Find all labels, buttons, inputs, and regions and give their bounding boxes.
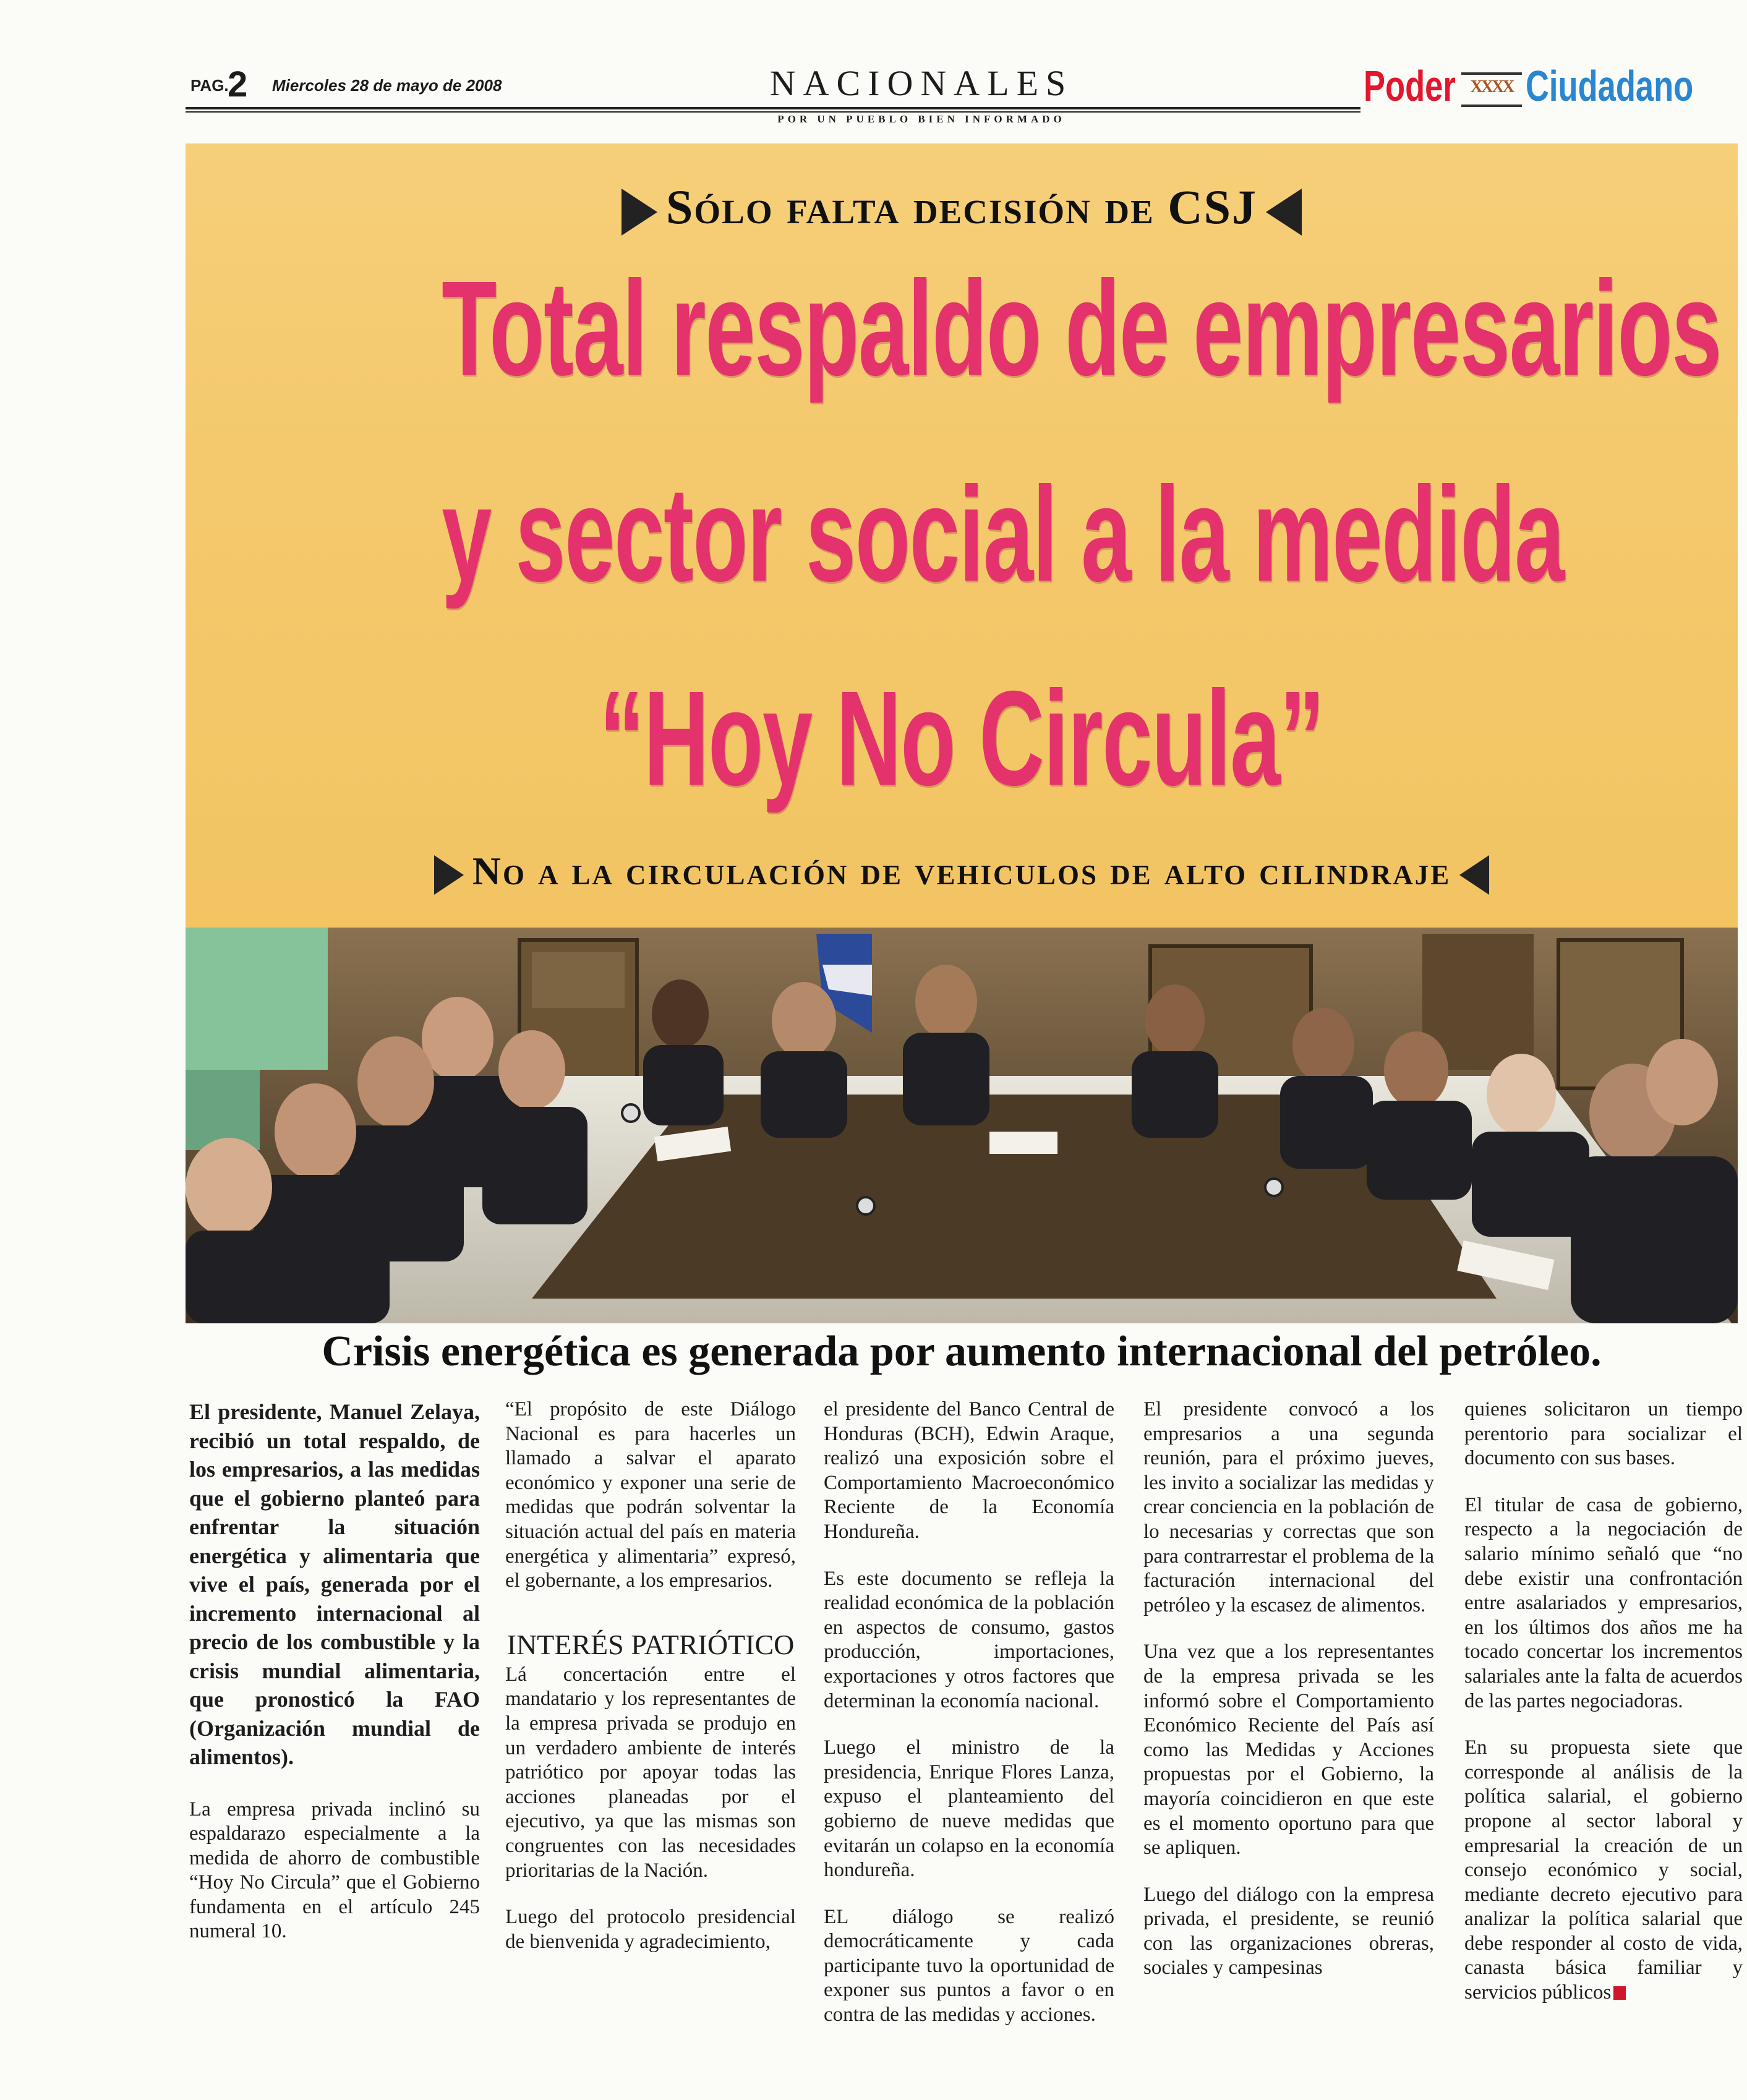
article-paragraph: Lá concertación entre el mandatario y los representantes de la empresa privada se produjo en un verdadero ambiente de interés patriótico por apoyar todas las acciones planeadas por el ejecutivo, ya que las mismas son congruentes con las necesidades prioritarias de la Nación. (505, 1663, 796, 1882)
kicker-bottom (186, 848, 1738, 895)
header-rule-thin (186, 111, 1360, 113)
article-paragraph: EL diálogo se realizó democráticamente y cada participante tuvo la oportunidad de exponer sus puntos a favor o en contra de las medidas y acciones. (824, 1905, 1114, 2026)
arrow-right-icon (434, 855, 464, 895)
article-paragraph: quienes solicitaron un tiempo perentorio para socializar el documento con sus bases. (1464, 1398, 1743, 1470)
article-paragraph: Luego del diálogo con la empresa privada, el presidente, se reunió con las organizaciones obreras, sociales y campesinas (1143, 1883, 1434, 1979)
logo-word-poder: Poder (1364, 62, 1456, 110)
end-of-article-icon (1613, 1986, 1626, 2000)
subheadline: Crisis energética es generada por aumento internacional del petróleo. (322, 1328, 1602, 1375)
article-lead: El presidente, Manuel Zelaya, recibió un total respaldo, de los empresarios, a las medidas que el gobierno planteó para enfrentar la situación energética y alimentaria que vive el país, generada por el incremento internacional al precio de los combustible y la crisis mundial alimentaria, que pronosticó la FAO (Organización mundial de alimentos). (189, 1399, 480, 1769)
article-paragraph: “El propósito de este Diálogo Nacional es para hacerles un llamado a salvar el aparato económico y exponer una serie de medidas que podrán solventar la situación actual del país en materia energética y alimentaria” expresó, el gobernante, a los empresarios. (505, 1398, 796, 1592)
article-paragraph: Una vez que a los representantes de la empresa privada se les informó sobre el Comportamiento Económico Reciente del País así como las Medidas y Acciones propuestas por el Gobierno, la mayoría coincidieron en que este es el momento oportuno para que se apliquen. (1143, 1641, 1434, 1859)
arrow-left-icon (1266, 189, 1302, 236)
article-column-5 (1464, 1398, 1743, 2028)
headline-line-3: “Hoy No Circula” (599, 664, 1324, 814)
headline-line-1: Total respaldo de empresarios (442, 254, 1722, 404)
headline-line-2: y sector social a la medida (442, 459, 1564, 610)
article-column-1 (189, 1398, 480, 1966)
article-paragraph (1464, 1736, 1743, 2005)
article-paragraph: Es este documento se refleja la realidad económica de la población en aspectos de consumo, gastos producción, importaciones, exportaciones y otros factores que determinan la economía nacional. (824, 1567, 1114, 1712)
headline-banner (186, 143, 1738, 928)
page-number: 2 (228, 64, 248, 105)
article-column-2 (505, 1398, 796, 1976)
kicker-top-text: Sólo falta decisión de CSJ (666, 180, 1257, 234)
section-slogan: POR UN PUEBLO BIEN INFORMADO (777, 113, 1066, 125)
article-paragraph: La empresa privada inclinó su espaldarazo especialmente a la medida de ahorro de combustible “Hoy No Circula” que el Gobierno fundamenta en el artículo 245 numeral 10. (189, 1798, 480, 1943)
article-column-4 (1143, 1398, 1434, 2003)
article-column-3 (824, 1398, 1114, 2050)
kicker-top (186, 179, 1738, 236)
newspaper-logo (1364, 61, 1719, 111)
logo-emblem: XXXX (1461, 72, 1522, 107)
meeting-photo-illustration (186, 928, 1738, 1323)
article-paragraph: Luego del protocolo presidencial de bienvenida y agradecimiento, (505, 1906, 796, 1953)
arrow-right-icon (621, 189, 657, 236)
article-interheading: INTERÉS PATRIÓTICO (506, 1628, 795, 1660)
article-final-text: En su propuesta siete que corresponde al análisis de la política salarial, el gobierno propone al sector laboral y empresarial la creación de un consejo económico y social, mediante decreto ejecutivo para analizar la política salarial que debe responder al costo de vida, canasta básica familiar y servicios públicos (1464, 1736, 1743, 2004)
logo-word-ciudadano: Ciudadano (1526, 62, 1694, 110)
article-paragraph: Luego el ministro de la presidencia, Enrique Flores Lanza, expuso el planteamiento del gobierno de nueve medidas que evitarán un colapso en la economía hondureña. (824, 1736, 1114, 1882)
header-rule (186, 107, 1360, 109)
page-label: PAG. (190, 76, 229, 95)
article-paragraph: el presidente del Banco Central de Honduras (BCH), Edwin Araque, realizó una exposición sobre el Comportamiento Macroeconómico Reciente de la Economía Hondureña. (824, 1398, 1114, 1543)
page-header (186, 59, 1719, 133)
issue-date: Miercoles 28 de mayo de 2008 (272, 76, 502, 95)
kicker-bottom-text: No a la circulación de vehiculos de alto cilindraje (472, 849, 1451, 893)
article-paragraph: El titular de casa de gobierno, respecto a la negociación de salario mínimo señaló que “no debe existir una confrontación entre asalariados y empresarios, en los últimos dos años me ha tocado concertar los incrementos salariales ante la falta de acuerdos de las partes negociadoras. (1464, 1493, 1743, 1712)
article-paragraph: El presidente convocó a los empresarios a una segunda reunión, para el próximo jueves, les invito a socializar las medidas y crear conciencia en la población de lo necesarias y correctas que son para contrarrestar el problema de la facturación internacional del petróleo y la escasez de alimentos. (1143, 1398, 1434, 1616)
arrow-left-icon (1459, 855, 1489, 895)
meeting-photo (186, 928, 1738, 1323)
section-title: NACIONALES (769, 63, 1074, 103)
